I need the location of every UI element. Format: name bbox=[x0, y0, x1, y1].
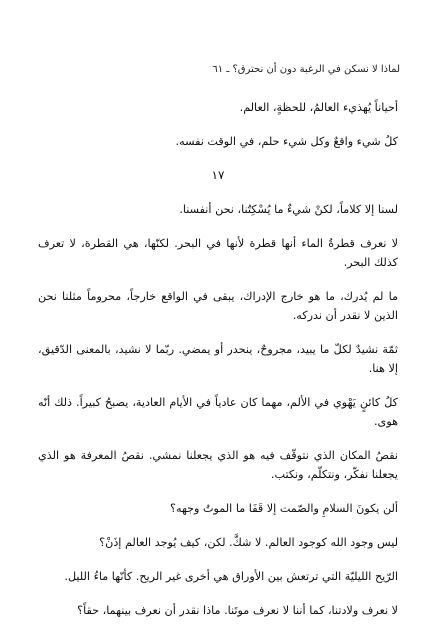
paragraph: أحياناً يُهذيء العالمُ، للحظةٍ، العالم. bbox=[239, 101, 398, 114]
paragraph: لسنا إلا كلاماً، لكنْ شيءٌ ما يُسْكِتُنا، نحن أنفسنا. bbox=[179, 203, 398, 216]
paragraph: ما لم يُدرك، ما هو خارج الإدراك، يبقى في الواقع خارجاً، محروماً مثلنا نحن الذين لا نقدر أن ندركه. bbox=[38, 290, 398, 322]
paragraph: كلُ كائنٍ يَهْوي في الألم، مهما كان عادياً في الأيام العادية، يصبحُ كبيراً. ذلك أنّه هوى. bbox=[38, 396, 398, 428]
paragraph: الرّيح الليليّة التي ترتعش بين الأوراق هي أخرى غير الريح. كأنّها ماءُ الليل. bbox=[64, 570, 398, 583]
running-header: لماذا لا نسكن في الرغبة دون أن نحترق؟ ـ ٦١ bbox=[212, 64, 400, 75]
paragraph: كلُ شيء واقعٌ وكل شيء حلم، في الوقت نفسه. bbox=[175, 135, 398, 148]
section-number: ١٧ bbox=[211, 168, 225, 182]
paragraph: ألن يكونَ السلامِ والصّمت إلا قَفَا ما الموتُ وجهه؟ bbox=[170, 502, 398, 515]
page-body bbox=[38, 98, 398, 635]
paragraph: ليس وجود الله كوجود العالم. لا شكَّ. لكن، كيف يُوجد العالم إذَنْ؟ bbox=[99, 536, 398, 549]
paragraph: لا نعرف ولادتنا، كما أننا لا نعرف موتَنا. ماذا نقدر أن نعرف بينهما، حقاً؟ bbox=[77, 604, 398, 617]
paragraph: نقصُ المكان الذي نتوقّف فيه هو الذي يجعلنا نمشي. نقصُ المعرفة هو الذي يجعلنا نفكّر، ونتكلّم، ونكتب. bbox=[38, 449, 398, 481]
paragraph: ثمّة نشيدٌ لكلّ ما يبيد، مجروحٌ، ينحدر أو يمضي. ربّما لا نشيد، بالمعنى الدّقيق، إلا هنا. bbox=[38, 343, 398, 375]
paragraph: لا نعرف قطرةُ الماء أنها قطرة لأنها في البحر. لكنّها، هي القطرة، لا تعرف كذلك البحر. bbox=[38, 237, 398, 269]
